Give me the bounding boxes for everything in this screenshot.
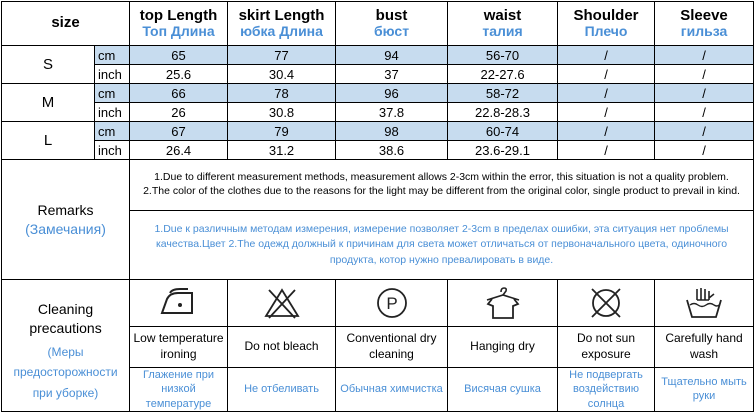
cleaning-label-en-2: precautions — [29, 319, 102, 336]
cell-value: 25.6 — [130, 65, 228, 84]
cleaning-en-label: Do not sun exposure — [558, 327, 655, 368]
cleaning-ru-label: Тщательно мыть руки — [655, 368, 754, 412]
low-temperature-iron-icon — [130, 280, 228, 327]
cell-value: / — [655, 103, 754, 122]
remarks-note-2: 2.The color of the clothes due to the reasons for the light may be different from the original color, single product to prevail in kind. — [143, 185, 740, 197]
size-l-cm-row — [2, 122, 754, 141]
unit-cm: cm — [95, 84, 130, 103]
size-s-cm-row — [2, 46, 754, 65]
cleaning-label — [2, 280, 130, 412]
dry-clean-p-icon — [336, 280, 448, 327]
size-s-inch-row — [2, 65, 754, 84]
cell-value: 31.2 — [228, 141, 336, 160]
cell-value: / — [655, 84, 754, 103]
cell-value: 22-27.6 — [448, 65, 558, 84]
header-shoulder: Shoulder Плечо — [558, 2, 655, 46]
cell-value: 67 — [130, 122, 228, 141]
cleaning-ru-label: Висячая сушка — [448, 368, 558, 412]
unit-cm: cm — [95, 46, 130, 65]
cell-value: 26 — [130, 103, 228, 122]
do-not-sun-icon — [558, 280, 655, 327]
cell-value: / — [655, 65, 754, 84]
cell-value: 65 — [130, 46, 228, 65]
size-label-l: L — [2, 122, 95, 160]
unit-cm: cm — [95, 122, 130, 141]
cleaning-en-label: Carefully hand wash — [655, 327, 754, 368]
remarks-label-en: Remarks — [37, 201, 94, 218]
cell-value: 26.4 — [130, 141, 228, 160]
cell-value: 23.6-29.1 — [448, 141, 558, 160]
cell-value: 38.6 — [336, 141, 448, 160]
cell-value: 58-72 — [448, 84, 558, 103]
cell-value: 79 — [228, 122, 336, 141]
cleaning-ru-label: Не отбеливать — [228, 368, 336, 412]
cell-value: 60-74 — [448, 122, 558, 141]
cell-value: / — [655, 46, 754, 65]
cell-value: 30.4 — [228, 65, 336, 84]
cell-value: / — [558, 84, 655, 103]
header-sleeve: Sleeve гильза — [655, 2, 754, 46]
cell-value: 77 — [228, 46, 336, 65]
cell-value: 94 — [336, 46, 448, 65]
cell-value: 37.8 — [336, 103, 448, 122]
header-row — [2, 2, 754, 46]
cell-value: / — [558, 46, 655, 65]
size-label-m: M — [2, 84, 95, 122]
header-bust: bust бюст — [336, 2, 448, 46]
cell-value: / — [558, 103, 655, 122]
cell-value: / — [558, 122, 655, 141]
remarks-text-ru: 1.Due к различным методам измерения, измерение позволяет 2-3cm в пределах ошибки, эта ситуация нет проблемы качества.Цвет 2.The одежд должный к причинам для света может отличаться от первоначального цвета, одиночного продукта, котор нужно превалировать в виде. — [130, 211, 754, 280]
cleaning-en-label: Hanging dry — [448, 327, 558, 368]
remarks-label-ru: (Замечания) — [25, 220, 106, 237]
unit-inch: inch — [95, 65, 130, 84]
cleaning-ru-label: Глажение при низкой температуре — [130, 368, 228, 412]
cell-value: / — [655, 122, 754, 141]
cell-value: / — [558, 141, 655, 160]
cleaning-en-label: Low temperature ironing — [130, 327, 228, 368]
remarks-en-row — [2, 160, 754, 211]
remarks-text-en — [130, 160, 754, 211]
header-waist: waist талия — [448, 2, 558, 46]
remarks-label — [2, 160, 130, 280]
header-skirt-length: skirt Length юбка Длина — [228, 2, 336, 46]
size-m-inch-row — [2, 103, 754, 122]
cell-value: 22.8-28.3 — [448, 103, 558, 122]
cell-value: 66 — [130, 84, 228, 103]
cell-value: 30.8 — [228, 103, 336, 122]
unit-inch: inch — [95, 141, 130, 160]
cleaning-icons-row — [2, 280, 754, 327]
size-m-cm-row — [2, 84, 754, 103]
cell-value: 56-70 — [448, 46, 558, 65]
svg-text:P: P — [385, 294, 398, 313]
size-label-s: S — [2, 46, 95, 84]
unit-inch: inch — [95, 103, 130, 122]
cell-value: 78 — [228, 84, 336, 103]
cleaning-en-label: Conventional dry cleaning — [336, 327, 448, 368]
cell-value: 98 — [336, 122, 448, 141]
cleaning-ru-label: Обычная химчистка — [336, 368, 448, 412]
cell-value: / — [655, 141, 754, 160]
hand-wash-icon — [655, 280, 754, 327]
cell-value: / — [558, 65, 655, 84]
cell-value: 96 — [336, 84, 448, 103]
cleaning-label-en-1: Cleaning — [37, 301, 94, 317]
cell-value: 37 — [336, 65, 448, 84]
header-size: size — [2, 2, 130, 46]
remarks-note-1: 1.Due to different measurement methods, measurement allows 2-3cm within the error, this situation is not a quality problem. — [154, 171, 729, 184]
cleaning-label-ru: (Меры предосторожности при уборке) — [13, 344, 118, 400]
size-l-inch-row — [2, 141, 754, 160]
header-top-length: top Length Топ Длина — [130, 2, 228, 46]
hanging-dry-icon — [448, 280, 558, 327]
do-not-bleach-icon — [228, 280, 336, 327]
cleaning-en-label: Do not bleach — [228, 327, 336, 368]
size-chart-table — [1, 1, 754, 412]
cleaning-ru-label: Не подвергать воздействию солнца — [558, 368, 655, 412]
